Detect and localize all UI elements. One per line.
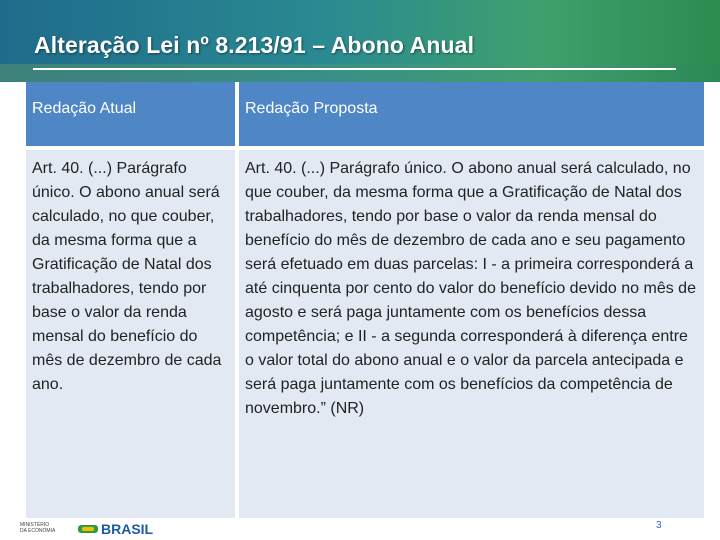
header-proposed: Redação Proposta [239,82,704,146]
brazil-flag-icon [78,522,98,536]
page-number: 3 [656,520,662,531]
title-underline [33,68,676,70]
header-current: Redação Atual [26,82,235,146]
slide-title: Alteração Lei nº 8.213/91 – Abono Anual [34,32,475,58]
brasil-wordmark: BRASIL [101,521,154,537]
footer-logo [0,518,200,540]
ministry-emblem: MINISTÉRIO DA ECONOMIA [20,522,56,534]
comparison-table [26,82,704,518]
current-text-cell: Art. 40. (...) Parágrafo único. O abono anual será calculado, no que couber, da mesma forma que a Gratificação de Natal dos trabalhadores, tendo por base o valor da renda mensal do benefício do mês de dezembro de cada ano. [26,150,235,518]
proposed-text-cell: Art. 40. (...) Parágrafo único. O abono anual será calculado, no que couber, da mesma forma que a Gratificação de Natal dos trabalhadores, tendo por base o valor da renda mensal do benefício do mês de dezembro de cada ano e seu pagamento será efetuado em duas parcelas: I - a primeira corresponderá a até cinquenta por cento do valor do benefício devido no mês de agosto e será paga juntamente com os benefícios dessa competência; e II - a segunda corresponderá à diferença entre o valor total do abono anual e o valor da parcela antecipada e será paga juntamente com os benefícios da competência de novembro.” (NR) [239,150,704,518]
